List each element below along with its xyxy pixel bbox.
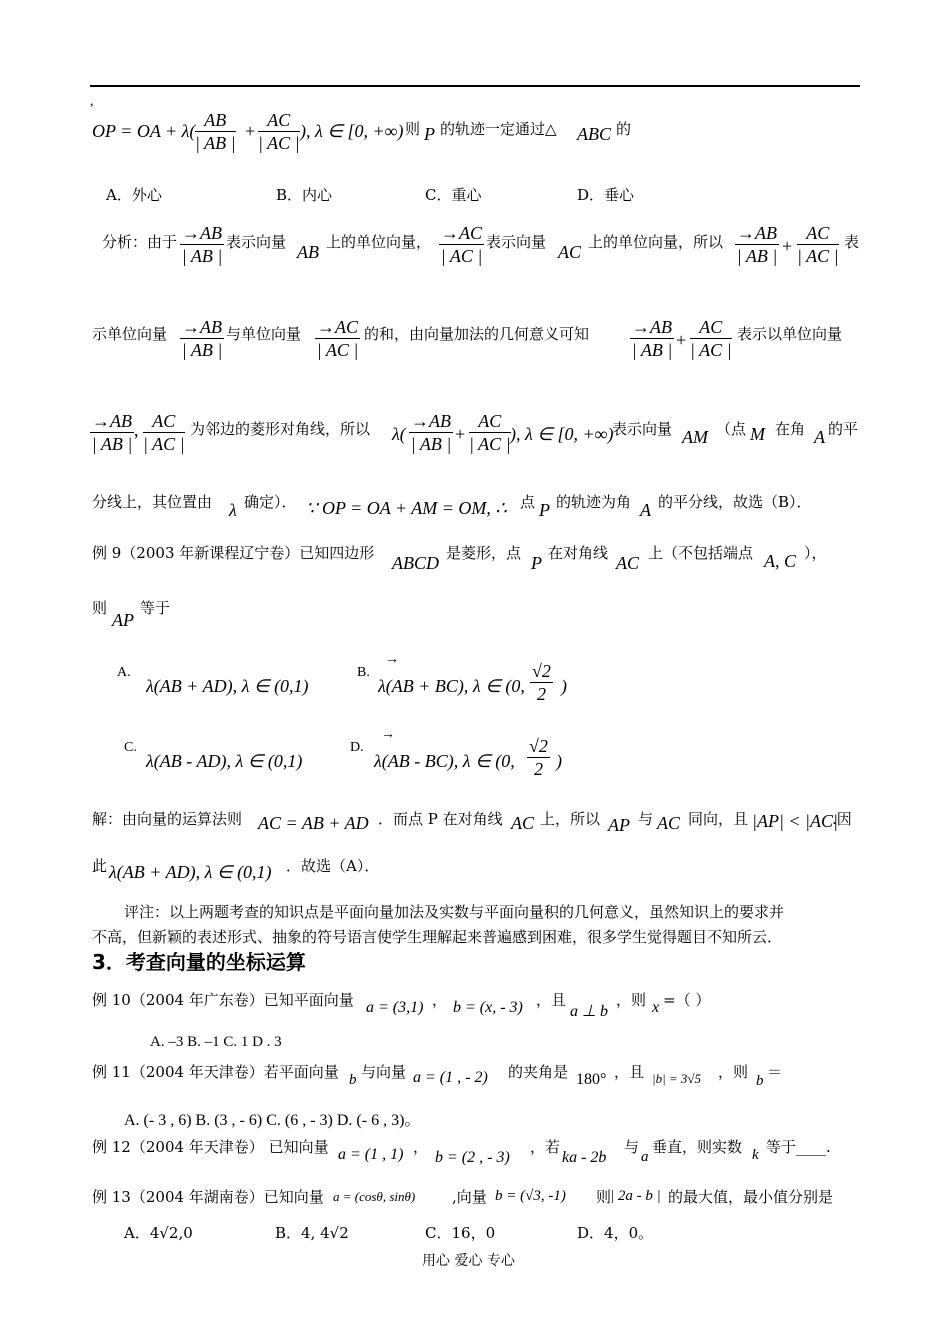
- text: 此: [92, 857, 108, 875]
- expr: λ(AB + AD), λ ∈ (0,1): [109, 862, 272, 882]
- var-p: P: [539, 500, 550, 520]
- text: 例 9（2003 年新课程辽宁卷）已知四边形: [92, 544, 375, 562]
- text: 的和，由向量加法的几何意义可知: [364, 325, 590, 343]
- text: =（ ）: [663, 991, 711, 1009]
- text: 分线上，其位置由: [92, 493, 213, 511]
- plus-sign: +: [782, 236, 793, 256]
- vector-a: a = (1 , - 2): [413, 1069, 488, 1086]
- comma: ，: [413, 1138, 429, 1156]
- text: 等于: [140, 599, 171, 617]
- close-paren: ): [556, 751, 562, 771]
- fraction-root2-over-2: $\frac{√2}{2}$: [532, 661, 551, 704]
- text: 分析：由于: [102, 233, 178, 251]
- arrow-glyph: →: [385, 652, 399, 667]
- text: 表示向量: [486, 233, 547, 251]
- fraction-ab: $\frac{\to AB}{| AB |}$: [91, 411, 133, 454]
- var-p: P: [531, 553, 542, 573]
- var-ap: AP: [112, 610, 134, 630]
- option-a-label: A.: [117, 665, 131, 680]
- text: 点: [520, 493, 536, 511]
- var-ap: AP: [608, 815, 630, 835]
- expr-op: OP = OA + λ(: [92, 121, 196, 141]
- expr-abs: |AP| < |AC|: [752, 811, 838, 831]
- comment-line-2: 不高，但新颖的表述形式、抽象的符号语言使学生理解起来普遍感到困难，很多学生觉得题目不知所云．: [92, 928, 783, 946]
- lambda-open: λ(: [392, 424, 406, 444]
- var-ac-endpoints: A, C: [764, 551, 797, 571]
- text: 垂直，则实数: [652, 1138, 743, 1156]
- text: 例 10（2004 年广东卷）已知平面向量: [92, 991, 354, 1009]
- text: 与向量: [361, 1063, 407, 1081]
- vector-a: a = (cosθ, sinθ): [333, 1189, 416, 1204]
- var-p: P: [424, 124, 435, 144]
- text: ，则: [616, 991, 647, 1009]
- option-b: B．内心: [276, 186, 333, 204]
- text-ze: 则: [405, 120, 421, 138]
- option-c: C．重心: [425, 186, 482, 204]
- fraction-ac: $\frac{\to AC}{| AC |}$: [316, 317, 359, 360]
- magnitude: |b| = 3√5: [652, 1071, 702, 1086]
- text: 表: [844, 233, 860, 251]
- header-rule: [90, 85, 860, 87]
- text: 例 12（2004 年天津卷） 已知向量: [92, 1138, 329, 1156]
- expr-lambda: ), λ ∈ [0, +∞): [300, 121, 404, 141]
- fraction-ab: $\frac{\to AB}{| AB |}$: [181, 317, 223, 360]
- vector-a: a = (3,1): [366, 999, 424, 1016]
- text: 例 13（2004 年湖南卷）已知向量: [92, 1188, 324, 1206]
- text: 的平: [828, 420, 859, 438]
- var-a: A: [814, 427, 825, 447]
- option-d: D．垂心: [577, 186, 635, 204]
- option-b: B．4, 4√2: [275, 1224, 349, 1242]
- var-am: AM: [682, 427, 708, 447]
- plus-sign: +: [245, 121, 256, 141]
- vector-b: b = (√3, -1): [495, 1188, 566, 1204]
- var-x: x: [652, 999, 660, 1016]
- text: 上的单位向量，: [326, 233, 432, 251]
- fraction-root2-over-2: $\frac{√2}{2}$: [529, 736, 548, 779]
- expr: ka - 2b: [562, 1149, 607, 1166]
- text: 与: [638, 810, 654, 828]
- var-ac: AC: [558, 242, 582, 262]
- text: ，则: [718, 1063, 749, 1081]
- text: 在角: [775, 420, 806, 438]
- fraction-ac: $\frac{\to AC}{| AC |}$: [440, 223, 483, 266]
- text: 的夹角是: [508, 1063, 569, 1081]
- text: ，若: [530, 1138, 561, 1156]
- vector-b: b = (2 , - 3): [435, 1149, 510, 1166]
- var-a: A: [640, 500, 651, 520]
- text-de: 的: [616, 120, 632, 138]
- plus-sign: +: [676, 330, 687, 350]
- var-abc: ABC: [577, 124, 611, 144]
- text: 例 11（2004 年天津卷）若平面向量: [92, 1063, 339, 1081]
- var-ab: AB: [297, 242, 319, 262]
- fraction-ab-2: $\frac{\to AB}{| AB |}$: [631, 317, 673, 360]
- option-d: D．4，0。: [577, 1224, 654, 1242]
- text: 表示以单位向量: [737, 325, 843, 343]
- text: ，且: [536, 991, 567, 1009]
- var-ac: AC: [616, 553, 640, 573]
- text: 的平分线，故选（B）．: [658, 493, 812, 511]
- section-heading: 3．考查向量的坐标运算: [92, 950, 306, 974]
- option-c: C．16，0: [425, 1224, 496, 1242]
- text: 是菱形，点: [446, 544, 522, 562]
- text: 表示向量: [612, 420, 673, 438]
- text: 同向，且: [688, 810, 749, 828]
- text: ．故选（A）．: [286, 857, 380, 875]
- option-b-expr: λ(AB + BC), λ ∈ (0,: [378, 676, 525, 696]
- expr: AC = AB + AD: [258, 813, 369, 833]
- text: ．而点 P 在对角线: [378, 810, 503, 828]
- fraction-ab-2: $\frac{\to AB}{| AB |}$: [736, 223, 778, 266]
- var-a: a: [641, 1149, 649, 1165]
- text: （点: [716, 420, 747, 438]
- option-c-label: C.: [124, 740, 137, 755]
- close-paren: ): [561, 676, 567, 696]
- var-k: k: [752, 1147, 759, 1163]
- magnitude: | 2a - b |: [610, 1188, 661, 1204]
- text: ，且: [614, 1063, 645, 1081]
- angle: 180°: [576, 1071, 607, 1088]
- var-ac: AC: [511, 813, 535, 833]
- arrow-glyph: →: [381, 727, 395, 742]
- page-footer: 用心 爱心 专心: [422, 1253, 515, 1269]
- text: 示单位向量: [92, 325, 168, 343]
- expr: ), λ ∈ [0, +∞): [510, 424, 614, 444]
- text-trajectory: 的轨迹一定通过△: [440, 120, 557, 138]
- top-mark: ,: [90, 94, 94, 109]
- comma: ，: [432, 991, 448, 1009]
- vector-b: b = (x, - 3): [453, 999, 523, 1016]
- text: .因: [832, 810, 852, 828]
- text: 的最大值，最小值分别是: [668, 1188, 834, 1206]
- fraction-ac-2: $\frac{AC}{| AC |}$: [797, 223, 839, 266]
- perpendicular: a ⊥ b: [570, 1003, 608, 1020]
- text: 则: [92, 599, 108, 617]
- text: 上，所以: [540, 810, 601, 828]
- text: 与: [624, 1138, 640, 1156]
- options: A. (- 3 , 6) B. (3 , - 6) C. (6 , - 3) D. (- 6 , 3)。: [124, 1112, 421, 1129]
- text: 表示向量: [226, 233, 287, 251]
- fraction-ac: $\frac{AC}{| AC |}$: [258, 110, 300, 153]
- comma: ,: [134, 420, 139, 440]
- fraction-ac-2: $\frac{AC}{| AC |}$: [469, 411, 511, 454]
- option-c-expr: λ(AB - AD), λ ∈ (0,1): [146, 751, 303, 771]
- fraction-ac: $\frac{AC}{| AC |}$: [143, 411, 185, 454]
- text: 上的单位向量，所以: [588, 233, 724, 251]
- option-b-label: B.: [357, 665, 370, 680]
- plus-sign: +: [455, 424, 466, 444]
- text: 上（不包括端点: [648, 544, 754, 562]
- var-m: M: [750, 424, 765, 444]
- var-abcd: ABCD: [392, 553, 439, 573]
- fraction-ac-2: $\frac{AC}{| AC |}$: [690, 317, 732, 360]
- text: ,向量: [452, 1188, 487, 1206]
- option-d-label: D.: [350, 740, 364, 755]
- options: A. –3 B. –1 C. 1 D . 3: [150, 1034, 282, 1050]
- text: ＝: [767, 1063, 783, 1081]
- expr: ∵ OP = OA + AM = OM, ∴: [306, 498, 507, 518]
- comment-line-1: 评注：以上两题考查的知识点是平面向量加法及实数与平面向量积的几何意义，虽然知识上的要求并: [124, 903, 785, 921]
- var-b: b: [756, 1073, 764, 1089]
- var-lambda: λ: [229, 500, 237, 520]
- text: 则: [596, 1188, 612, 1206]
- option-a-expr: λ(AB + AD), λ ∈ (0,1): [146, 676, 309, 696]
- text: 等于____.: [766, 1138, 831, 1156]
- fraction-ab-2: $\frac{\to AB}{| AB |}$: [410, 411, 452, 454]
- text: 确定）．: [244, 493, 297, 511]
- vector-a: a = (1 , 1): [338, 1146, 404, 1163]
- text: 与单位向量: [226, 325, 302, 343]
- text: 为邻边的菱形对角线，所以: [190, 420, 371, 438]
- text: ），: [804, 544, 827, 562]
- option-a: A．外心: [106, 186, 162, 204]
- var-ac: AC: [657, 813, 681, 833]
- var-b: b: [349, 1072, 357, 1088]
- text: 的轨迹为角: [556, 493, 632, 511]
- option-d-expr: λ(AB - BC), λ ∈ (0,: [374, 751, 515, 771]
- text: 解：由向量的运算法则: [92, 810, 243, 828]
- fraction-ab: $\frac{AB}{| AB |}$: [195, 110, 236, 153]
- text: 在对角线: [548, 544, 609, 562]
- fraction-ab: $\frac{\to AB}{| AB |}$: [181, 223, 223, 266]
- option-a: A．4√2,0: [124, 1224, 193, 1242]
